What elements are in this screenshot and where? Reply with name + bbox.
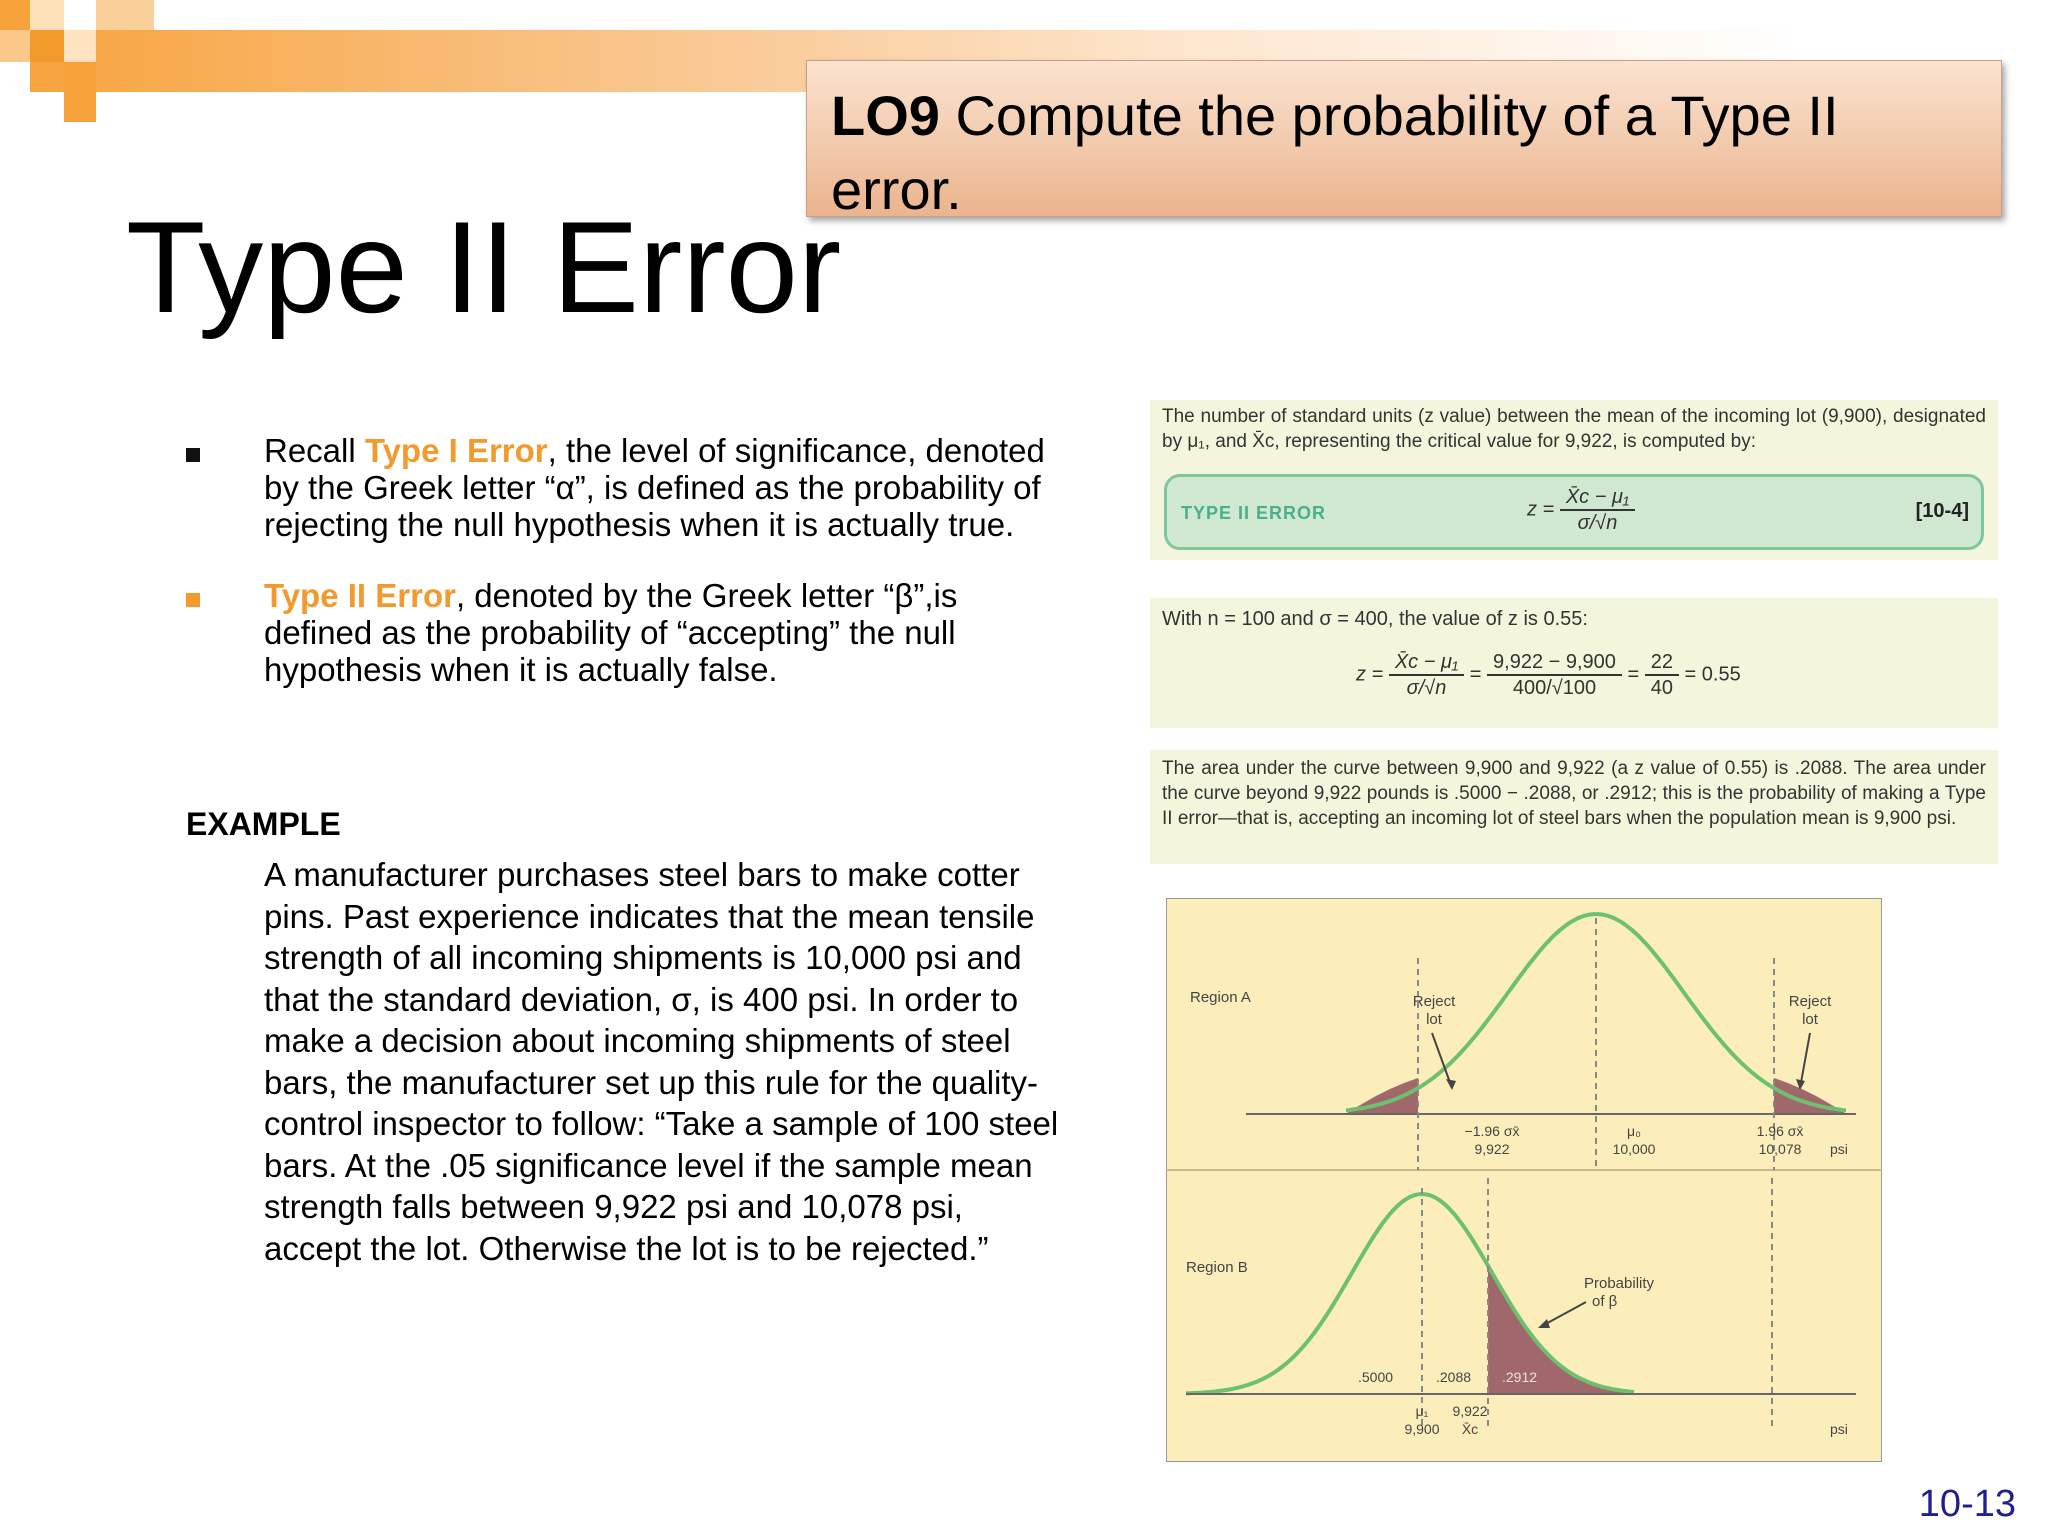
tick-label: 10,000 bbox=[1612, 1141, 1656, 1157]
textbook-excerpt-calc bbox=[1150, 598, 1998, 728]
tick-label: X̄c bbox=[1461, 1421, 1479, 1437]
page-title: Type II Error bbox=[126, 194, 842, 340]
calc-denominator: 400/√100 bbox=[1512, 677, 1597, 699]
reject-right-label: lot bbox=[1802, 1011, 1818, 1028]
bullet-highlight: Type I Error bbox=[364, 432, 548, 469]
type-ii-error-figure bbox=[1166, 898, 1882, 1462]
region-a-label: Region A bbox=[1190, 989, 1251, 1006]
example-heading: EXAMPLE bbox=[186, 806, 341, 842]
formula-box bbox=[1164, 474, 1984, 550]
example-text: A manufacturer purchases steel bars to make cotter pins. Past experience indicates that the mean tensile strength of all incoming shipments is 10,000 psi and that the standard deviation, σ, is 400 psi. In order to make a decision about incoming shipments of steel bars, the manufacturer set up this rule for the quality-control inspector to follow: “Take a sample of 100 steel bars. At the .05 significance level if the sample mean strength falls between 9,922 psi and 10,078 psi, accept the lot. Otherwise the lot is to be rejected.” bbox=[264, 856, 1059, 1267]
area-label: .2088 bbox=[1436, 1369, 1472, 1385]
calc-numerator: 22 bbox=[1645, 650, 1679, 676]
formula-numerator: X̄c − μ₁ bbox=[1560, 485, 1635, 511]
decor-square bbox=[0, 30, 30, 62]
bullet-list bbox=[186, 432, 1046, 722]
formula-fraction bbox=[1560, 485, 1635, 535]
calc-numerator: X̄c − μ₁ bbox=[1389, 650, 1464, 676]
area-label: .2912 bbox=[1502, 1369, 1538, 1385]
decor-square bbox=[64, 30, 96, 62]
bullet-item bbox=[186, 577, 1046, 688]
square-bullet-icon bbox=[186, 593, 200, 607]
axis-unit-label: psi bbox=[1830, 1141, 1848, 1157]
probability-beta-label: Probability bbox=[1584, 1275, 1655, 1292]
bullet-text-pre: Recall bbox=[264, 432, 365, 469]
square-bullet-icon bbox=[186, 448, 200, 462]
decor-square bbox=[64, 0, 96, 30]
formula-lhs: z = bbox=[1527, 498, 1555, 521]
calc-formula: z = $\frac{\text{X̄c − μ₁}}{\sigma/√n}$ = $\frac{9,922 - 9,900}{400/√100}$ = $\frac{22}{40}$ = 0.55 bbox=[1356, 651, 1741, 699]
calc-fraction bbox=[1645, 650, 1679, 700]
tick-label: 1.96 σx̄ bbox=[1756, 1123, 1804, 1139]
calc-fraction bbox=[1487, 650, 1622, 700]
excerpt-text: The area under the curve between 9,900 and 9,922 (a z value of 0.55) is .2088. The area under the curve beyond 9,922 pounds is .5000 − .2088, or .2912; this is the probability of making a Type II error—that is, accepting an incoming lot of steel bars when the population mean is 9,900 psi. bbox=[1162, 758, 1986, 829]
reject-left-label: lot bbox=[1426, 1011, 1442, 1028]
tick-label: 9,922 bbox=[1474, 1141, 1510, 1157]
area-label: .5000 bbox=[1358, 1369, 1394, 1385]
bullet-text-post: , the level of significance, denoted by the Greek letter “α”, is defined as the probability of rejecting the null hypothesis when it is actually true. bbox=[264, 432, 1045, 543]
region-b-label: Region B bbox=[1186, 1259, 1248, 1276]
decor-square bbox=[0, 0, 30, 30]
textbook-excerpt-formula bbox=[1150, 400, 1998, 560]
tick-label: 9,900 bbox=[1404, 1421, 1440, 1437]
excerpt-text: With n = 100 and σ = 400, the value of z is 0.55: bbox=[1162, 608, 1588, 630]
decor-square bbox=[0, 62, 30, 92]
formula bbox=[1527, 485, 1635, 535]
decor-square bbox=[30, 30, 64, 62]
calc-numerator: 9,922 − 9,900 bbox=[1487, 650, 1622, 676]
page-number: 10-13 bbox=[1918, 1483, 2016, 1525]
tick-label: −1.96 σx̄ bbox=[1464, 1123, 1520, 1139]
textbook-excerpt-result bbox=[1150, 750, 1998, 864]
calc-denominator: 40 bbox=[1650, 677, 1673, 699]
decor-square bbox=[96, 0, 154, 30]
tick-label: μ₁ bbox=[1415, 1403, 1429, 1419]
excerpt-text: The number of standard units (z value) between the mean of the incoming lot (9,900), designated by μ₁, and X̄c, representing the critical value for 9,922, is computed by: bbox=[1162, 406, 1986, 452]
tick-label: 10,078 bbox=[1758, 1141, 1802, 1157]
lo-text: Compute the probability of a Type II error. bbox=[831, 84, 1839, 221]
formula-label: TYPE II ERROR bbox=[1181, 503, 1327, 523]
calc-result: = 0.55 bbox=[1684, 663, 1741, 686]
learning-objective-box bbox=[806, 60, 2002, 221]
axis-unit-label: psi bbox=[1830, 1421, 1848, 1437]
bullet-text-post: , denoted by the Greek letter “β”,is defined as the probability of “accepting” the null hypothesis when it is actually false. bbox=[264, 577, 958, 688]
tick-label: 9,922 bbox=[1452, 1403, 1488, 1419]
reject-right-label: Reject bbox=[1788, 993, 1832, 1010]
reject-left-label: Reject bbox=[1412, 993, 1456, 1010]
lo-tag: LO9 bbox=[831, 84, 940, 147]
probability-beta-label: of β bbox=[1592, 1293, 1618, 1310]
bullet-item bbox=[186, 432, 1046, 543]
calc-fraction bbox=[1389, 650, 1464, 700]
decor-square bbox=[64, 62, 96, 122]
bullet-highlight: Type II Error bbox=[264, 577, 456, 614]
formula-denominator: σ/√n bbox=[1577, 512, 1618, 534]
tick-label: μ₀ bbox=[1627, 1123, 1641, 1139]
decor-square bbox=[30, 0, 64, 30]
formula-number: [10-4] bbox=[1915, 500, 1969, 522]
calc-denominator: σ/√n bbox=[1406, 677, 1447, 699]
